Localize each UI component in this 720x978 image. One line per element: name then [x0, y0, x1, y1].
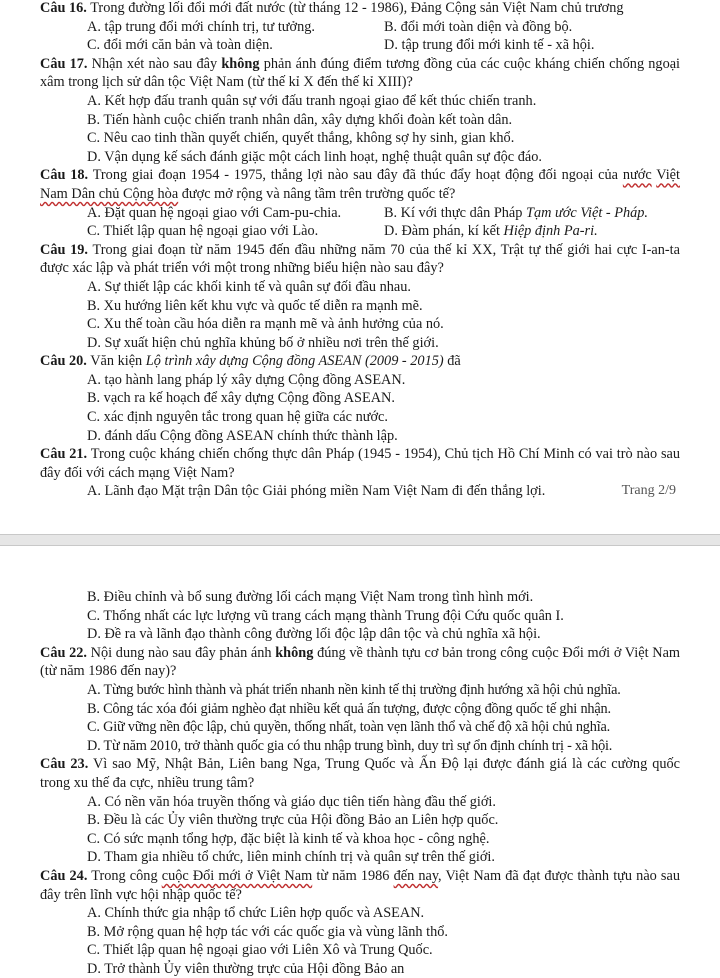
q16-option-d[interactable]: D. tập trung đổi mới kinh tế - xã hội. — [384, 37, 595, 54]
q21-option-a[interactable]: A. Lãnh đạo Mặt trận Dân tộc Giải phóng miền Nam Việt Nam đi đến thắng lợi. — [87, 483, 546, 500]
q20-option-b[interactable]: B. vạch ra kế hoạch để xây dựng Cộng đồng ASEAN. — [87, 390, 395, 407]
q24-option-d[interactable]: D. Trở thành Ủy viên thường trực của Hội đồng Bảo an — [87, 960, 405, 977]
q24-option-c[interactable]: C. Thiết lập quan hệ ngoại giao với Liên Xô và Trung Quốc. — [87, 942, 433, 959]
q17-option-b[interactable]: B. Tiến hành cuộc chiến tranh nhân dân, xây dựng khối đoàn kết toàn dân. — [87, 111, 513, 128]
q16-option-b[interactable]: B. đổi mới toàn diện và đồng bộ. — [384, 18, 573, 35]
q23-option-d[interactable]: D. Tham gia nhiều tổ chức, liên minh chính trị và quân sự trên thế giới. — [87, 849, 495, 866]
q24-option-a[interactable]: A. Chính thức gia nhập tổ chức Liên hợp quốc và ASEAN. — [87, 905, 425, 922]
q22-option-b[interactable]: B. Công tác xóa đói giảm nghèo đạt nhiều kết quả ấn tượng, được cộng đồng quốc tế ghi nhận. — [87, 700, 611, 717]
q21-option-c[interactable]: C. Thống nhất các lực lượng vũ trang cách mạng thành Trung đội Cứu quốc quân I. — [87, 607, 564, 624]
q20-option-a[interactable]: A. tạo hành lang pháp lý xây dựng Cộng đồng ASEAN. — [87, 371, 406, 388]
q17-option-a[interactable]: A. Kết hợp đấu tranh quân sự với đấu tranh ngoại giao để kết thúc chiến tranh. — [87, 92, 537, 109]
question-19: Câu 19. Trong giai đoạn từ năm 1945 đến đầu những năm 70 của thế kỉ XX, Trật tự thế giới hai cực I-an-ta được xác lập và phát triển với một trong những biểu hiện nào sau đây? — [40, 241, 680, 277]
q16-options-row-2 — [40, 36, 680, 55]
q16-option-c[interactable]: C. đổi mới căn bản và toàn diện. — [87, 37, 273, 54]
q18-options-row-2 — [40, 222, 680, 241]
q19-option-c[interactable]: C. Xu thế toàn cầu hóa diễn ra mạnh mẽ và ảnh hưởng của nó. — [87, 316, 444, 333]
q18-option-d[interactable]: D. Đàm phán, kí kết Hiệp định Pa-ri. — [384, 223, 598, 240]
q16-option-a[interactable]: A. tập trung đổi mới chính trị, tư tưởng. — [87, 18, 315, 35]
question-24: Câu 24. Trong công cuộc Đổi mới ở Việt Nam từ năm 1986 đến nay, Việt Nam đã đạt được thành tựu nào sau đây trên lĩnh vực hội nhập quốc tế? — [40, 867, 680, 903]
question-16: Câu 16. Trong đường lối đổi mới đất nước (từ tháng 12 - 1986), Đảng Cộng sản Việt Nam chủ trương — [40, 0, 624, 16]
q18-option-a[interactable]: A. Đặt quan hệ ngoại giao với Cam-pu-chia. — [87, 204, 342, 221]
page-3-content — [40, 588, 680, 978]
q21-option-b[interactable]: B. Điều chỉnh và bổ sung đường lối cách mạng Việt Nam trong tình hình mới. — [87, 589, 534, 605]
q23-option-c[interactable]: C. Có sức mạnh tổng hợp, đặc biệt là kinh tế và khoa học - công nghệ. — [87, 830, 490, 847]
page-3 — [0, 546, 720, 977]
q23-option-b[interactable]: B. Đều là các Ủy viên thường trực của Hội đồng Bảo an Liên hợp quốc. — [87, 812, 499, 829]
q18-options-row-1 — [40, 204, 680, 223]
q17-option-c[interactable]: C. Nêu cao tinh thần quyết chiến, quyết thắng, không sợ hy sinh, gian khổ. — [87, 130, 515, 147]
q19-option-b[interactable]: B. Xu hướng liên kết khu vực và quốc tế diễn ra mạnh mẽ. — [87, 297, 423, 314]
question-22: Câu 22. Nội dung nào sau đây phản ánh không đúng về thành tựu cơ bản trong công cuộc Đổi mới ở Việt Nam (từ năm 1986 đến nay)? — [40, 644, 681, 680]
q19-option-a[interactable]: A. Sự thiết lập các khối kinh tế và quân sự đối đầu nhau. — [87, 278, 412, 295]
q24-option-b[interactable]: B. Mở rộng quan hệ hợp tác với các quốc gia và vùng lãnh thổ. — [87, 923, 448, 940]
q19-option-d[interactable]: D. Sự xuất hiện chủ nghĩa khủng bố ở nhiều nơi trên thế giới. — [87, 334, 439, 351]
question-18: Câu 18. Trong giai đoạn 1954 - 1975, thắng lợi nào sau đây đã thúc đẩy hoạt động đối ngoại của nước Việt Nam Dân chủ Cộng hòa được mở rộng và nâng tầm trên trường quốc tế? — [40, 167, 680, 202]
question-17: Câu 17. Nhận xét nào sau đây không phản ánh đúng điểm tương đồng của các cuộc kháng chiến chống ngoại xâm trong lịch sử dân tộc Việt Nam (từ thế kỉ X đến thế kỉ XIII)? — [40, 55, 681, 91]
q20-option-c[interactable]: C. xác định nguyên tắc trong quan hệ giữa các nước. — [87, 409, 388, 426]
q18-option-c[interactable]: C. Thiết lập quan hệ ngoại giao với Lào. — [87, 223, 319, 240]
q16-options-row-1 — [40, 18, 680, 37]
q22-option-c[interactable]: C. Giữ vững nền độc lập, chủ quyền, thống nhất, toàn vẹn lãnh thổ và chế độ xã hội chủ nghĩa. — [87, 719, 610, 736]
question-20: Câu 20. Văn kiện Lộ trình xây dựng Cộng đồng ASEAN (2009 - 2015) đã — [40, 353, 461, 370]
page-number: Trang 2/9 — [621, 483, 676, 498]
page-separator — [0, 534, 720, 546]
page-2-content — [40, 0, 680, 501]
q22-option-d[interactable]: D. Từ năm 2010, trở thành quốc gia có thu nhập trung bình, duy trì sự ổn định chính trị - xã hội. — [87, 737, 613, 754]
question-21: Câu 21. Trong cuộc kháng chiến chống thực dân Pháp (1945 - 1954), Chủ tịch Hồ Chí Minh có vai trò nào sau đây đối với cách mạng Việt Nam? — [40, 446, 681, 481]
q17-option-d[interactable]: D. Vận dụng kế sách đánh giặc một cách linh hoạt, nghệ thuật quân sự độc đáo. — [87, 148, 542, 165]
q22-option-a[interactable]: A. Từng bước hình thành và phát triển nhanh nền kinh tế thị trường định hướng xã hội chủ nghĩa. — [87, 681, 621, 698]
q21-option-d[interactable]: D. Đề ra và lãnh đạo thành công đường lối độc lập dân tộc và chủ nghĩa xã hội. — [87, 626, 541, 643]
q20-option-d[interactable]: D. đánh dấu Cộng đồng ASEAN chính thức thành lập. — [87, 427, 398, 444]
q23-option-a[interactable]: A. Có nền văn hóa truyền thống và giáo dục tiên tiến hàng đầu thế giới. — [87, 793, 496, 810]
q18-option-b[interactable]: B. Kí với thực dân Pháp Tạm ước Việt - Pháp. — [384, 204, 648, 221]
question-23: Câu 23. Vì sao Mỹ, Nhật Bản, Liên bang Nga, Trung Quốc và Ấn Độ lại được đánh giá là các cường quốc trong xu thế đa cực, nhiều trung tâm? — [40, 756, 680, 791]
